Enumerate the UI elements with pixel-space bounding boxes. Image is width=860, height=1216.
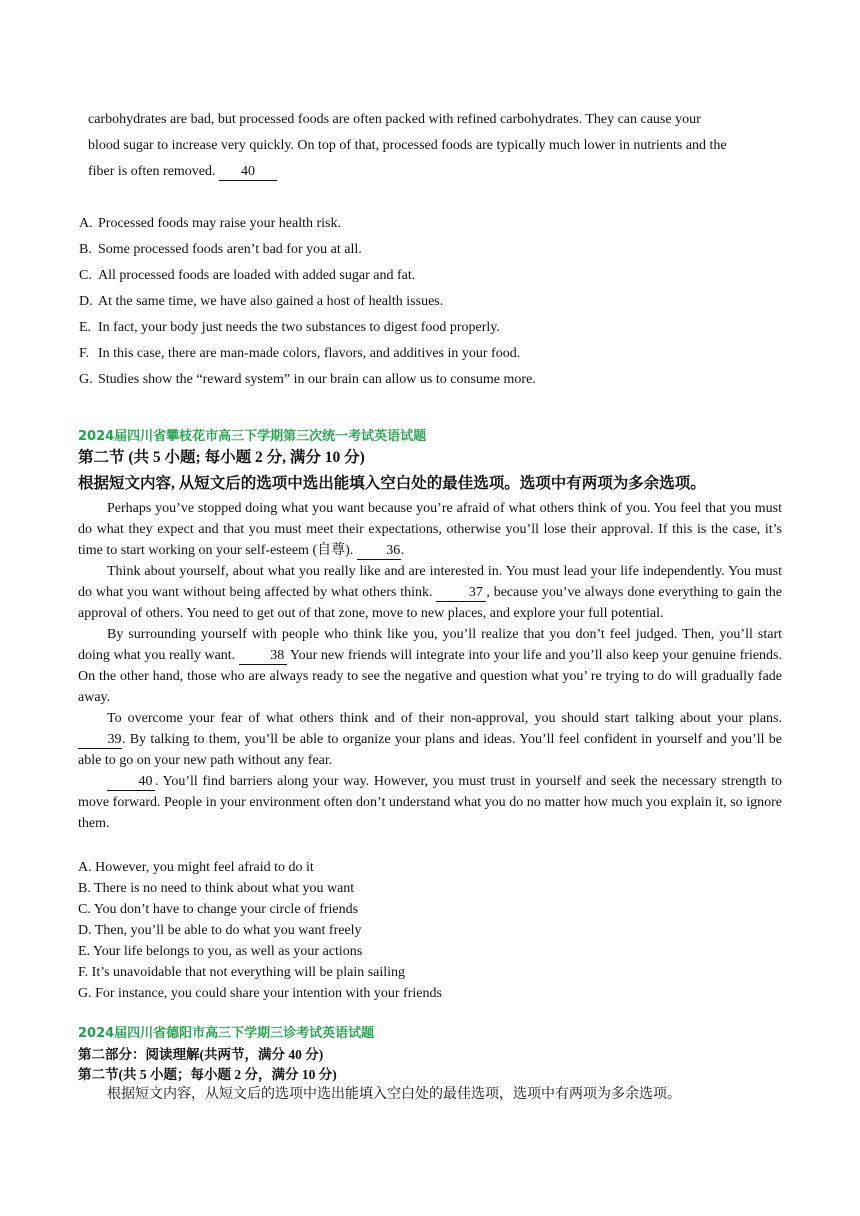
section-instruction: 根据短文内容, 从短文后的选项中选出能填入空白处的最佳选项。选项中有两项为多余选项。: [78, 475, 706, 492]
answer-blank: 40: [107, 774, 155, 791]
passage1-line: blood sugar to increase very quickly. On top of that, processed foods are typically much lower in nutrients and the: [88, 138, 727, 153]
option-item: G. Studies show the “reward system” in our brain can allow us to consume more.: [79, 372, 536, 387]
paragraph: Think about yourself, about what you really like and are interested in. You must lead your life independently. You must do what you want without being affected by what others think. 37 , because you’ve always done everything to gain the approval of others. You need to get out of that zone, move to new places, and explore your full potential.: [78, 564, 782, 621]
answer-blank: 40: [219, 164, 277, 181]
option-item: C. All processed foods are loaded with added sugar and fat.: [79, 268, 416, 283]
passage2: [78, 498, 782, 834]
option-item: G. For instance, you could share your intention with your friends: [78, 986, 442, 1001]
passage1-text: fiber is often removed.: [88, 164, 220, 179]
source-title: 2024届四川省德阳市高三下学期三诊考试英语试题: [78, 1026, 375, 1041]
option-item: E. Your life belongs to you, as well as your actions: [78, 944, 363, 959]
paragraph: By surrounding yourself with people who think like you, you’ll realize that you don’t feel judged. Then, you’ll start doing what you really want. 38 Your new friends will integrate into your life and you’ll also keep your genuine friends. On the other hand, those who are always ready to see the negative and question what you’ re trying to do will gradually fade away.: [78, 627, 783, 705]
source-title: 2024届四川省攀枝花市高三下学期第三次统一考试英语试题: [78, 429, 427, 444]
option-item: B. Some processed foods aren’t bad for you at all.: [79, 242, 362, 257]
paragraph: 40 . You’ll find barriers along your way. However, you must trust in yourself and seek the necessary strength to move forward. People in your environment often don’t understand what you do no matter how much you explain it, so ignore them.: [78, 774, 782, 831]
option-item: E. In fact, your body just needs the two substances to digest food properly.: [79, 320, 500, 335]
paragraph: To overcome your fear of what others think and of their non-approval, you should start talking about your plans. 39. By talking to them, you’ll be able to organize your plans and ideas. You’ll feel confident in yourself and you’ll be able to go on your new path without any fear.: [78, 711, 782, 768]
answer-blank: 36: [357, 543, 401, 560]
option-item: A. Processed foods may raise your health risk.: [79, 216, 341, 231]
passage1-line: carbohydrates are bad, but processed foods are often packed with refined carbohydrates. They can cause your: [88, 112, 701, 127]
option-item: B. There is no need to think about what you want: [78, 881, 355, 896]
section-instruction: 根据短文内容，从短文后的选项中选出能填入空白处的最佳选项，选项中有两项为多余选项。: [107, 1087, 681, 1102]
option-item: D. At the same time, we have also gained a host of health issues.: [79, 294, 444, 309]
section-heading: 第二节(共 5 小题；每小题 2 分，满分 10 分): [78, 1067, 337, 1082]
option-item: D. Then, you’ll be able to do what you want freely: [78, 923, 362, 938]
option-item: F. It’s unavoidable that not everything will be plain sailing: [78, 965, 406, 980]
answer-blank: 37: [436, 585, 486, 602]
answer-blank: 39: [78, 732, 122, 749]
option-item: C. You don’t have to change your circle of friends: [78, 902, 359, 917]
answer-blank: 38: [239, 648, 287, 665]
options-list: [78, 857, 442, 1004]
option-item: F. In this case, there are man-made colors, flavors, and additives in your food.: [79, 346, 521, 361]
paragraph: Perhaps you’ve stopped doing what you want because you’re afraid of what others think of you. You feel that you must do what they expect and that you must meet their expectations, otherwise you’ll lose their approval. If this is the case, it’s time to start working on your self-esteem (自尊). 36.: [78, 501, 782, 558]
part-heading: 第二部分：阅读理解(共两节，满分 40 分): [78, 1047, 324, 1062]
passage1-line: [88, 159, 782, 185]
option-item: A. However, you might feel afraid to do it: [78, 860, 314, 875]
section-heading: 第二节 (共 5 小题; 每小题 2 分, 满分 10 分): [78, 449, 365, 466]
